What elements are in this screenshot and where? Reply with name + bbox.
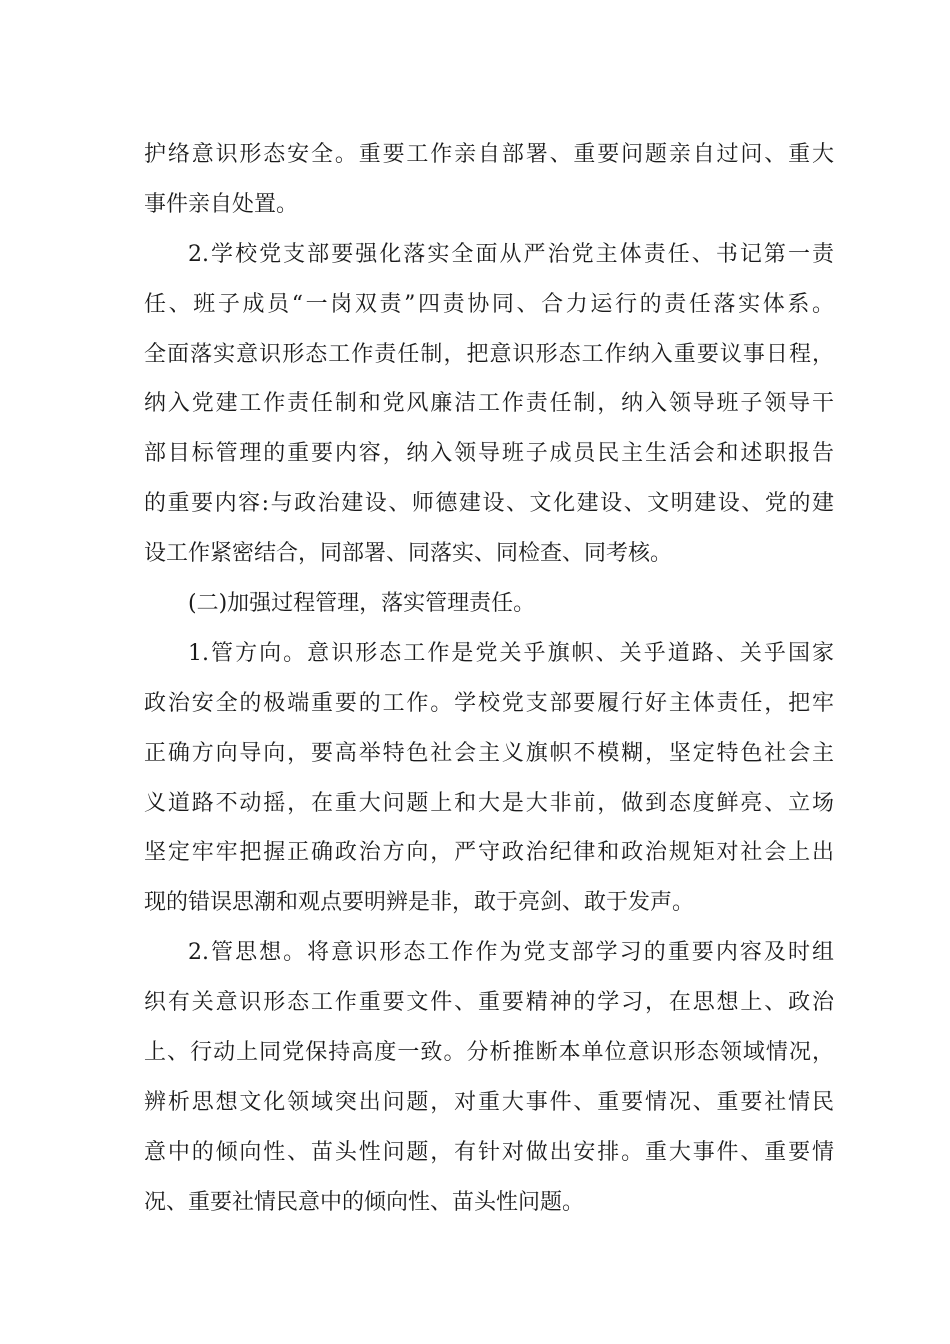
text-line: 设工作紧密结合，同部署、同落实、同检查、同考核。 [144,541,673,567]
text-line: 义道路不动摇，在重大问题上和大是大非前，做到态度鲜亮、立场 [144,790,834,816]
text-line: 事件亲自处置。 [144,191,299,217]
paragraph-start-line: 1.管方向。意识形态工作是党关乎旗帜、关乎道路、关乎国家 [188,640,834,666]
text-line: 纳入党建工作责任制和党风廉洁工作责任制，纳入领导班子领导干 [144,391,834,417]
text-line: 部目标管理的重要内容，纳入领导班子成员民主生活会和述职报告 [144,441,834,467]
text-line: 现的错误思潮和观点要明辨是非，敢于亮剑、敢于发声。 [144,890,695,916]
paragraph-start-line: 2.学校党支部要强化落实全面从严治党主体责任、书记第一责 [188,241,834,267]
document-body [144,130,834,1228]
text-line: 任、班子成员“一岗双责”四责协同、合力运行的责任落实体系。 [144,291,834,317]
text-line: 辨析思想文化领域突出问题，对重大事件、重要情况、重要社情民 [144,1089,834,1115]
text-line: 意中的倾向性、苗头性问题，有针对做出安排。重大事件、重要情 [144,1139,834,1165]
text-line: 护络意识形态安全。重要工作亲自部署、重要问题亲自过问、重大 [144,142,834,167]
text-line: 织有关意识形态工作重要文件、重要精神的学习，在思想上、政治 [144,990,834,1016]
text-line: 正确方向导向，要高举特色社会主义旗帜不模糊，坚定特色社会主 [144,740,834,766]
text-line: 况、重要社情民意中的倾向性、苗头性问题。 [144,1189,585,1215]
text-line: 全面落实意识形态工作责任制，把意识形态工作纳入重要议事日程， [144,341,834,367]
text-line: 政治安全的极端重要的工作。学校党支部要履行好主体责任，把牢 [144,690,834,716]
paragraph-start-line: 2.管思想。将意识形态工作作为党支部学习的重要内容及时组 [188,940,834,966]
text-line: 上、行动上同党保持高度一致。分析推断本单位意识形态领域情况， [144,1040,834,1066]
section-heading: (二)加强过程管理，落实管理责任。 [188,591,536,617]
text-line: 坚定牢牢把握正确政治方向，严守政治纪律和政治规矩对社会上出 [144,840,834,866]
text-line: 的重要内容:与政治建设、师德建设、文化建设、文明建设、党的建 [144,491,834,517]
